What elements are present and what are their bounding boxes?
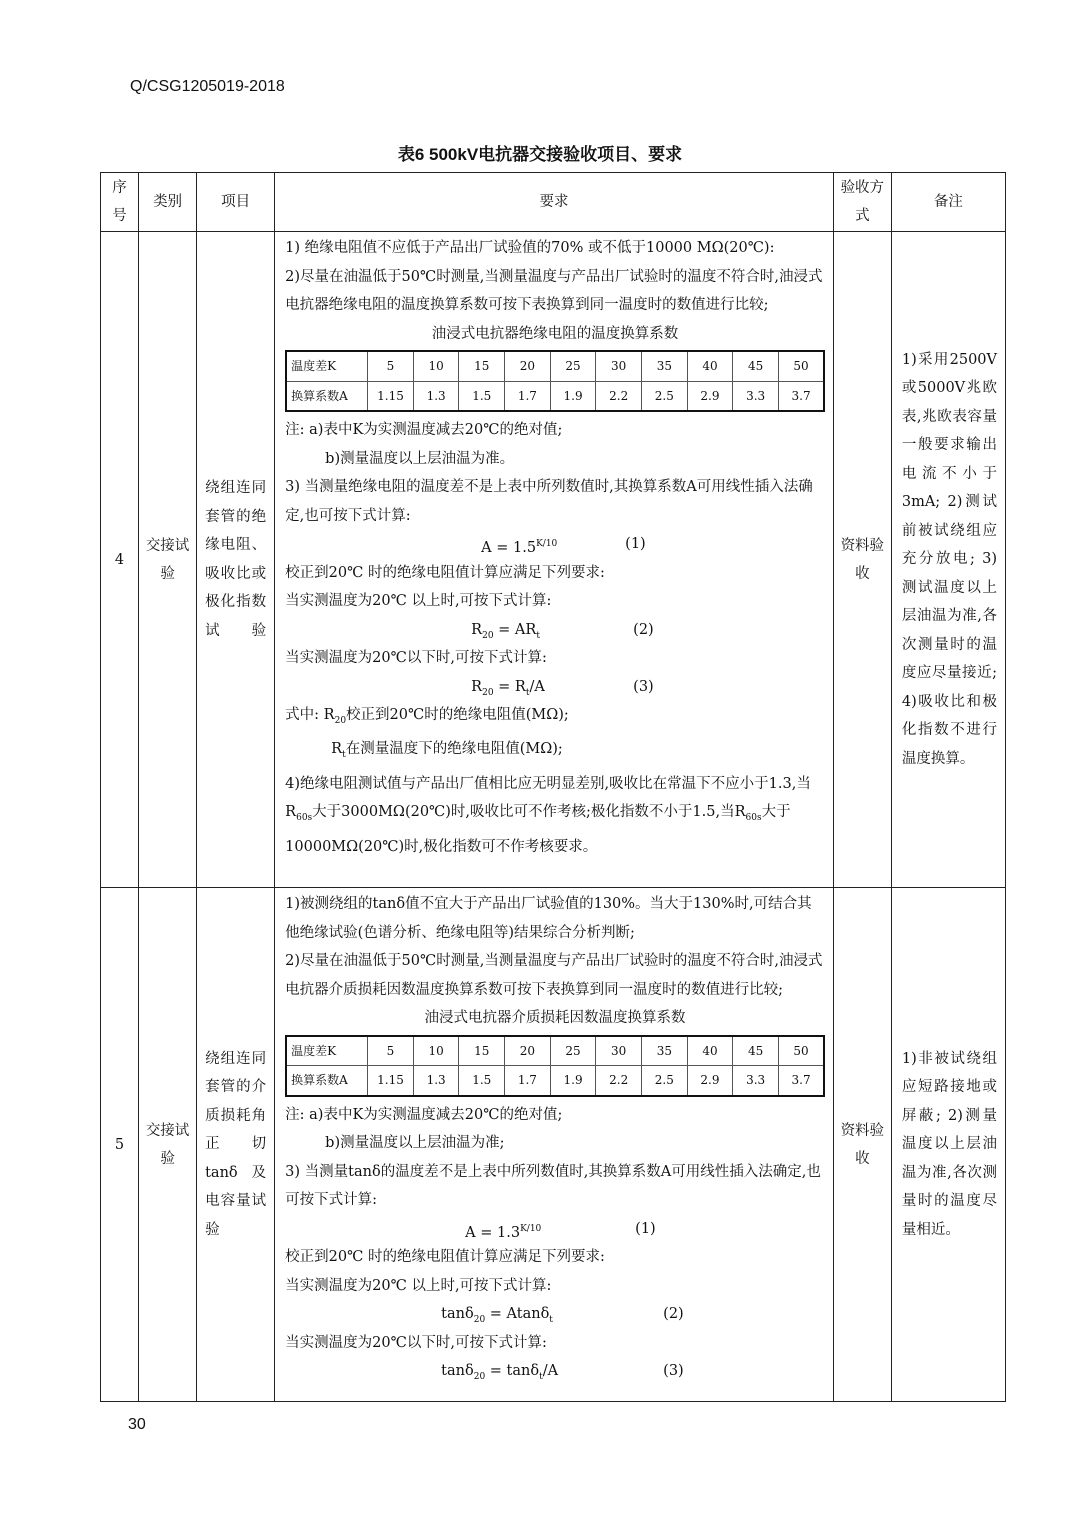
definition-subscript: t xyxy=(342,750,346,761)
equation-number: (2) xyxy=(663,1306,684,1322)
coefficient-cell: 2.2 xyxy=(596,381,642,411)
coefficient-cell: 3.7 xyxy=(778,381,824,411)
coefficient-cell: 25 xyxy=(550,351,596,381)
coefficient-label: 温度差K xyxy=(286,351,368,381)
equation-3 xyxy=(285,673,825,702)
header-item: 项目 xyxy=(197,173,275,232)
equation-body: R xyxy=(471,621,483,638)
equation-exponent: K/10 xyxy=(536,539,558,549)
coefficient-cell: 1.15 xyxy=(368,381,414,411)
coefficient-cell: 30 xyxy=(596,1036,642,1066)
table-row xyxy=(101,232,1006,888)
equation-body: tanδ xyxy=(441,1306,474,1322)
coefficient-cell: 2.9 xyxy=(687,1066,733,1096)
acceptance-table xyxy=(100,172,1006,1402)
coefficient-cell: 2.5 xyxy=(642,1066,688,1096)
requirement-text: 校正到20℃ 时的绝缘电阻值计算应满足下列要求: xyxy=(285,1249,605,1265)
coefficient-cell: 1.7 xyxy=(505,381,551,411)
page-number: 30 xyxy=(128,1416,146,1433)
coefficient-cell: 15 xyxy=(459,1036,505,1066)
coefficient-table xyxy=(285,350,825,412)
coefficient-cell: 10 xyxy=(413,1036,459,1066)
equation-number: (3) xyxy=(633,678,654,695)
coefficient-cell: 1.9 xyxy=(550,1066,596,1096)
requirement-text: 当实测温度为20℃以下时,可按下式计算: xyxy=(285,1334,547,1351)
coefficient-cell: 45 xyxy=(733,1036,779,1066)
equation-body: /A xyxy=(529,678,545,695)
requirement-subscript: 60s xyxy=(745,813,762,824)
requirement-fragment: 4)绝缘电阻测试值与产品出厂值相比应无明显差别,吸收比在常温下不应小于1.3,当R xyxy=(285,775,811,821)
equation-subscript: t xyxy=(536,630,540,641)
equation-subscript: t xyxy=(539,1371,543,1382)
requirement-subscript: 60s xyxy=(296,813,313,824)
coefficient-cell: 2.9 xyxy=(687,381,733,411)
coefficient-cell: 50 xyxy=(778,1036,824,1066)
table-note: b)测量温度以上层油温为准; xyxy=(325,1135,505,1151)
row-method: 资料验收 xyxy=(833,232,891,888)
coefficient-label: 温度差K xyxy=(286,1036,368,1066)
equation-number: (3) xyxy=(663,1363,684,1379)
equation-exponent: K/10 xyxy=(520,1223,542,1234)
requirement-text: 当实测温度为20℃以下时,可按下式计算: xyxy=(285,650,547,666)
equation-body: A = 1.5 xyxy=(481,539,537,556)
coefficient-cell: 5 xyxy=(368,351,414,381)
requirement-text: 1)被测绕组的tanδ值不宜大于产品出厂试验值的130%。当大于130%时,可结合其他绝缘试验(色谱分析、绝缘电阻等)结果综合分析判断; xyxy=(285,896,812,941)
equation-subscript: t xyxy=(525,687,530,698)
coefficient-cell: 1.5 xyxy=(459,1066,505,1096)
definition-text: 校正到20℃时的绝缘电阻值(MΩ); xyxy=(346,707,569,723)
definition-text: 在测量温度下的绝缘电阻值(MΩ); xyxy=(345,741,563,758)
coefficient-cell: 10 xyxy=(413,351,459,381)
table-note: b)测量温度以上层油温为准。 xyxy=(325,450,515,467)
definition-text: 式中: R xyxy=(285,707,335,723)
coefficient-cell: 20 xyxy=(505,1036,551,1066)
requirement-fragment: 大于3000MΩ(20℃)时,吸收比可不作考核;极化指数不小于1.5,当R xyxy=(312,804,746,821)
equation-body: /A xyxy=(542,1363,559,1379)
equation-subscript: 20 xyxy=(482,630,494,641)
definition-text: R xyxy=(331,741,343,758)
coefficient-cell: 15 xyxy=(459,351,505,381)
equation-number: (1) xyxy=(635,1220,656,1237)
row-category: 交接试验 xyxy=(139,888,197,1402)
row-category: 交接试验 xyxy=(139,232,197,888)
coefficient-label: 换算系数A xyxy=(286,381,368,411)
table-title: 表6 500kV电抗器交接验收项目、要求 xyxy=(397,145,683,164)
equation-body: = R xyxy=(493,678,526,695)
requirement-text: 当实测温度为20℃ 以上时,可按下式计算: xyxy=(285,1277,552,1294)
coefficient-cell: 3.7 xyxy=(778,1066,824,1096)
equation-body: tanδ xyxy=(441,1363,474,1379)
row-no: 5 xyxy=(101,888,139,1402)
requirement-text xyxy=(285,770,825,861)
equation-number: (2) xyxy=(633,621,654,638)
equation-body: = AR xyxy=(493,621,537,638)
coefficient-cell: 3.3 xyxy=(733,381,779,411)
requirement-text: 当实测温度为20℃ 以上时,可按下式计算: xyxy=(285,593,552,609)
coefficient-cell: 30 xyxy=(596,351,642,381)
coefficient-cell: 50 xyxy=(778,351,824,381)
requirement-text: 1) 绝缘电阻值不应低于产品出厂试验值的70% 或不低于10000 MΩ(20℃): xyxy=(285,240,775,256)
coefficient-cell: 1.15 xyxy=(368,1066,414,1096)
table-header-row xyxy=(101,173,1006,232)
requirement-fragment: 大于10000MΩ(20℃)时,极化指数可不作考核要求。 xyxy=(285,804,791,855)
equation-body: A = 1.3 xyxy=(465,1224,521,1241)
equation-subscript: 20 xyxy=(473,1371,486,1382)
header-note: 备注 xyxy=(891,173,1005,232)
coefficient-row-k xyxy=(286,1036,824,1066)
requirement-text: 3) 当测量tanδ的温度差不是上表中所列数值时,其换算系数A可用线性插入法确定,也可按下式计算: xyxy=(285,1163,821,1208)
equation-subscript: t xyxy=(549,1314,553,1325)
table-note: 注: a)表中K为实测温度减去20℃的绝对值; xyxy=(285,422,563,438)
coefficient-cell: 5 xyxy=(368,1036,414,1066)
coefficient-cell: 1.9 xyxy=(550,381,596,411)
equation-subscript: 20 xyxy=(482,687,494,698)
coefficient-row-a xyxy=(286,1066,824,1096)
table-note: 注: a)表中K为实测温度减去20℃的绝对值; xyxy=(285,1106,563,1123)
coefficient-row-k xyxy=(286,351,824,381)
equation-3 xyxy=(285,1357,825,1386)
row-note: 1)非被试绕组应短路接地或屏蔽; 2)测量温度以上层油温为准,各次测量时的温度尽量相近。 xyxy=(891,888,1005,1402)
coefficient-cell: 1.3 xyxy=(413,381,459,411)
symbol-definition xyxy=(285,701,825,735)
coefficient-row-a xyxy=(286,381,824,411)
coefficient-cell: 2.2 xyxy=(596,1066,642,1096)
row-item: 绕组连同套管的绝缘电阻、吸收比或极化指数试验 xyxy=(197,232,275,888)
row-no: 4 xyxy=(101,232,139,888)
requirement-text: 2)尽量在油温低于50℃时测量,当测量温度与产品出厂试验时的温度不符合时,油浸式电抗器绝缘电阻的温度换算系数可按下表换算到同一温度时的数值进行比较; xyxy=(285,268,823,313)
equation-number: (1) xyxy=(625,536,646,552)
row-note: 1)采用2500V或5000V兆欧表,兆欧表容量一般要求输出电流不小于3mA; 2)测试前被试绕组应充分放电; 3)测试温度以上层油温为准,各次测量时的温度应尽量接近; 4)吸收比和极化指数不进行温度换算。 xyxy=(891,232,1005,888)
symbol-definition xyxy=(285,735,825,769)
equation-1 xyxy=(285,530,825,559)
coefficient-cell: 40 xyxy=(687,351,733,381)
requirement-text: 3) 当测量绝缘电阻的温度差不是上表中所列数值时,其换算系数A可用线性插入法确定,也可按下式计算: xyxy=(285,479,813,524)
header-requirement: 要求 xyxy=(275,173,834,232)
coefficient-table-title: 油浸式电抗器绝缘电阻的温度换算系数 xyxy=(431,325,679,342)
coefficient-table xyxy=(285,1035,825,1097)
document-code: Q/CSG1205019-2018 xyxy=(130,78,285,95)
coefficient-cell: 1.7 xyxy=(505,1066,551,1096)
coefficient-cell: 35 xyxy=(642,351,688,381)
coefficient-table-title: 油浸式电抗器介质损耗因数温度换算系数 xyxy=(424,1010,686,1026)
definition-subscript: 20 xyxy=(334,715,347,726)
coefficient-cell: 45 xyxy=(733,351,779,381)
table-row xyxy=(101,888,1006,1402)
equation-1 xyxy=(285,1215,825,1244)
coefficient-cell: 40 xyxy=(687,1036,733,1066)
coefficient-cell: 2.5 xyxy=(642,381,688,411)
coefficient-cell: 20 xyxy=(505,351,551,381)
coefficient-label: 换算系数A xyxy=(286,1066,368,1096)
header-method: 验收方式 xyxy=(833,173,891,232)
row-method: 资料验收 xyxy=(833,888,891,1402)
row-item: 绕组连同套管的介质损耗角正切tanδ及电容量试验 xyxy=(197,888,275,1402)
coefficient-cell: 1.5 xyxy=(459,381,505,411)
row-requirement xyxy=(275,888,834,1402)
equation-subscript: 20 xyxy=(473,1314,486,1325)
header-no: 序号 xyxy=(101,173,139,232)
equation-body: = Atanδ xyxy=(485,1306,550,1322)
header-category: 类别 xyxy=(139,173,197,232)
requirement-text: 2)尽量在油温低于50℃时测量,当测量温度与产品出厂试验时的温度不符合时,油浸式电抗器介质损耗因数温度换算系数可按下表换算到同一温度时的数值进行比较; xyxy=(285,953,823,998)
equation-2 xyxy=(285,616,825,645)
coefficient-cell: 25 xyxy=(550,1036,596,1066)
equation-2 xyxy=(285,1300,825,1329)
equation-body: R xyxy=(471,678,483,695)
requirement-text: 校正到20℃ 时的绝缘电阻值计算应满足下列要求: xyxy=(285,564,605,581)
equation-body: = tanδ xyxy=(485,1363,540,1379)
coefficient-cell: 1.3 xyxy=(413,1066,459,1096)
coefficient-cell: 3.3 xyxy=(733,1066,779,1096)
row-requirement xyxy=(275,232,834,888)
coefficient-cell: 35 xyxy=(642,1036,688,1066)
